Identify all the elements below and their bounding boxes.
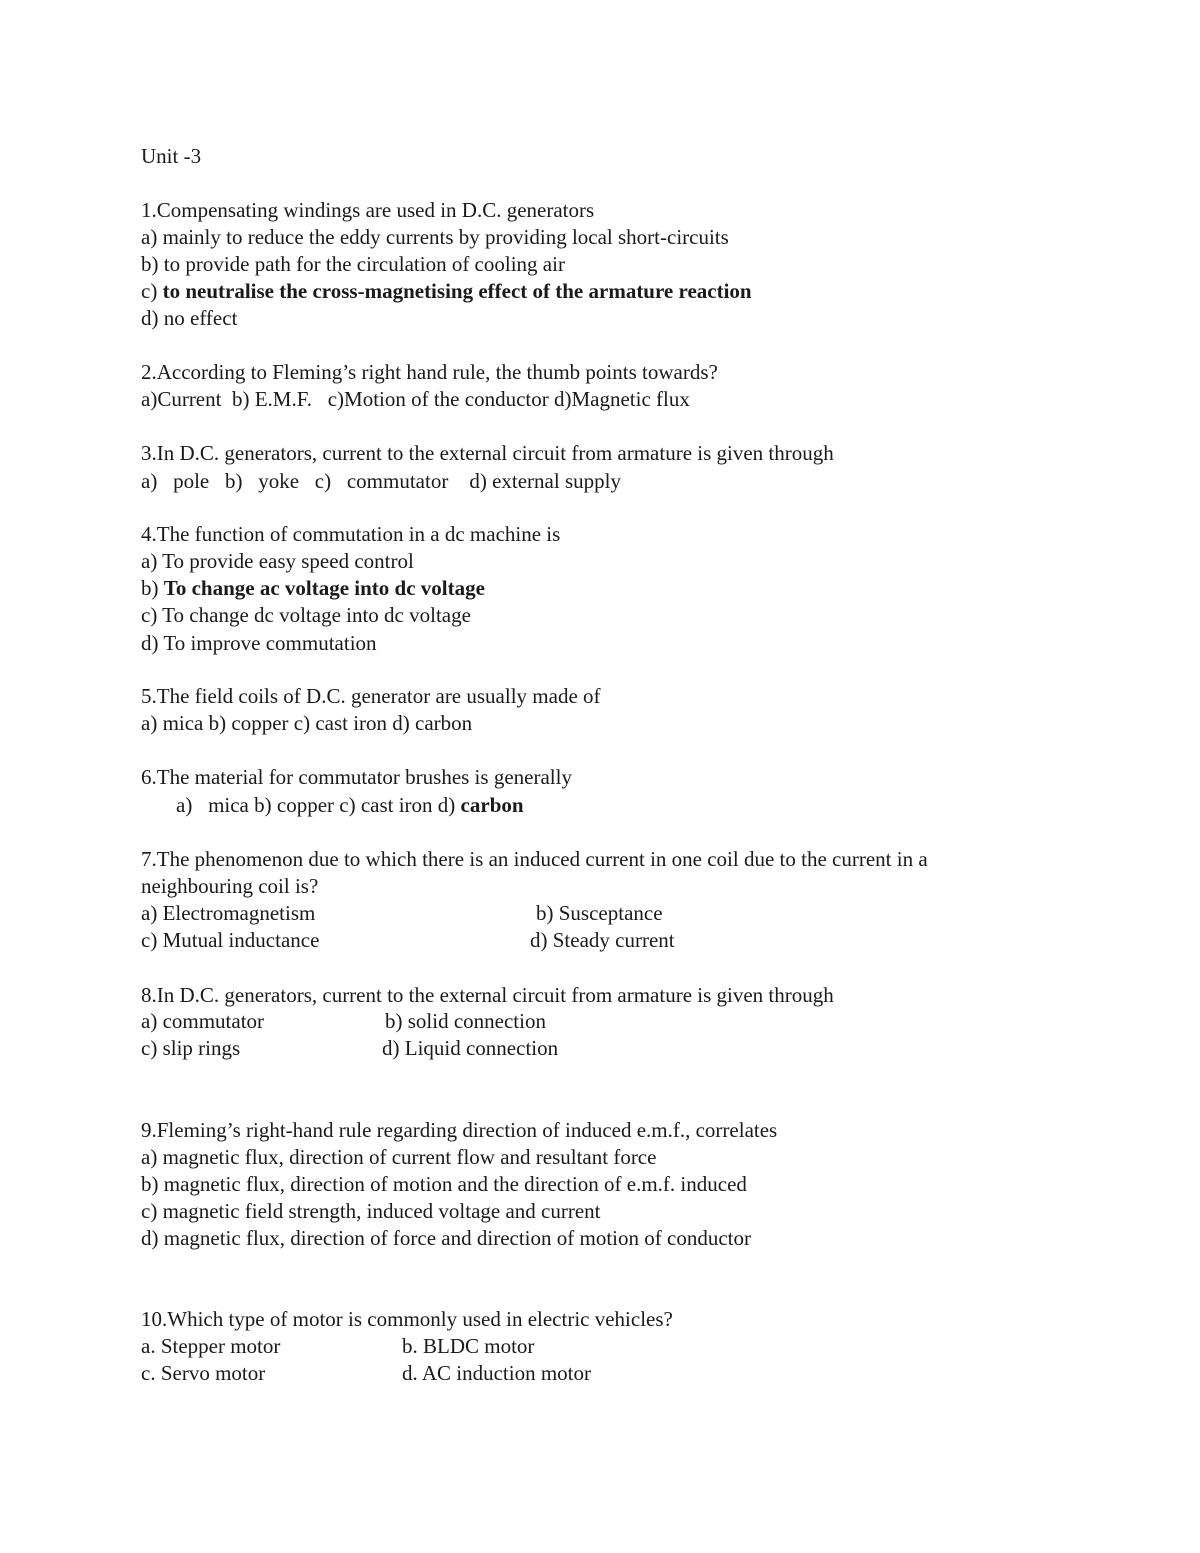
q10-option-a: a. Stepper motor xyxy=(141,1334,281,1358)
q9-option-d: d) magnetic flux, direction of force and direction of motion of conductor xyxy=(141,1226,751,1250)
q7-option-b: b) Susceptance xyxy=(536,901,663,925)
q3-options: a) pole b) yoke c) commutator d) external supply xyxy=(141,469,621,493)
q7-question-line2: neighbouring coil is? xyxy=(141,874,319,898)
q4-question: 4.The function of commutation in a dc machine is xyxy=(141,522,561,546)
q4-option-c: c) To change dc voltage into dc voltage xyxy=(141,603,471,627)
q6-answer: carbon xyxy=(460,793,524,817)
q7-option-a: a) Electromagnetism xyxy=(141,901,316,925)
q9-option-b: b) magnetic flux, direction of motion and the direction of e.m.f. induced xyxy=(141,1172,747,1196)
q4-option-a: a) To provide easy speed control xyxy=(141,549,414,573)
q5-question: 5.The field coils of D.C. generator are usually made of xyxy=(141,684,601,708)
q8-option-b: b) solid connection xyxy=(385,1009,546,1033)
q2-options: a)Current b) E.M.F. c)Motion of the conductor d)Magnetic flux xyxy=(141,387,690,411)
q8-option-c: c) slip rings xyxy=(141,1036,241,1060)
q1-option-c xyxy=(141,278,752,305)
q4-option-b xyxy=(141,575,485,602)
q8-option-d: d) Liquid connection xyxy=(382,1036,559,1060)
q6-options xyxy=(176,792,524,819)
q3-question: 3.In D.C. generators, current to the external circuit from armature is given through xyxy=(141,441,834,465)
q1-question: 1.Compensating windings are used in D.C. generators xyxy=(141,198,595,222)
q1-option-b: b) to provide path for the circulation of cooling air xyxy=(141,252,565,276)
q1-option-a: a) mainly to reduce the eddy currents by providing local short-circuits xyxy=(141,225,729,249)
q7-question-line1: 7.The phenomenon due to which there is an induced current in one coil due to the current in a xyxy=(141,847,928,871)
q5-options: a) mica b) copper c) cast iron d) carbon xyxy=(141,711,473,735)
q9-option-a: a) magnetic flux, direction of current flow and resultant force xyxy=(141,1145,657,1169)
q8-option-a: a) commutator xyxy=(141,1009,265,1033)
q4-option-d: d) To improve commutation xyxy=(141,631,377,655)
q10-option-c: c. Servo motor xyxy=(141,1361,266,1385)
q10-option-b: b. BLDC motor xyxy=(402,1334,535,1358)
q10-option-d: d. AC induction motor xyxy=(402,1361,591,1385)
q6-question: 6.The material for commutator brushes is generally xyxy=(141,765,572,789)
q4-answer: To change ac voltage into dc voltage xyxy=(163,576,485,600)
q1-answer: to neutralise the cross-magnetising effect of the armature reaction xyxy=(162,279,752,303)
q2-question: 2.According to Fleming’s right hand rule, the thumb points towards? xyxy=(141,360,718,384)
q1-option-d: d) no effect xyxy=(141,306,238,330)
q1-option-c-prefix: c) xyxy=(141,279,163,303)
q4-option-b-prefix: b) xyxy=(141,576,164,600)
unit-title: Unit -3 xyxy=(141,144,202,168)
q9-option-c: c) magnetic field strength, induced voltage and current xyxy=(141,1199,601,1223)
q7-option-d: d) Steady current xyxy=(530,928,675,952)
q10-question: 10.Which type of motor is commonly used in electric vehicles? xyxy=(141,1307,673,1331)
q8-question: 8.In D.C. generators, current to the external circuit from armature is given through xyxy=(141,983,834,1007)
q7-option-c: c) Mutual inductance xyxy=(141,928,320,952)
q9-question: 9.Fleming’s right-hand rule regarding direction of induced e.m.f., correlates xyxy=(141,1118,778,1142)
q6-options-prefix: a) mica b) copper c) cast iron d) xyxy=(176,793,461,817)
